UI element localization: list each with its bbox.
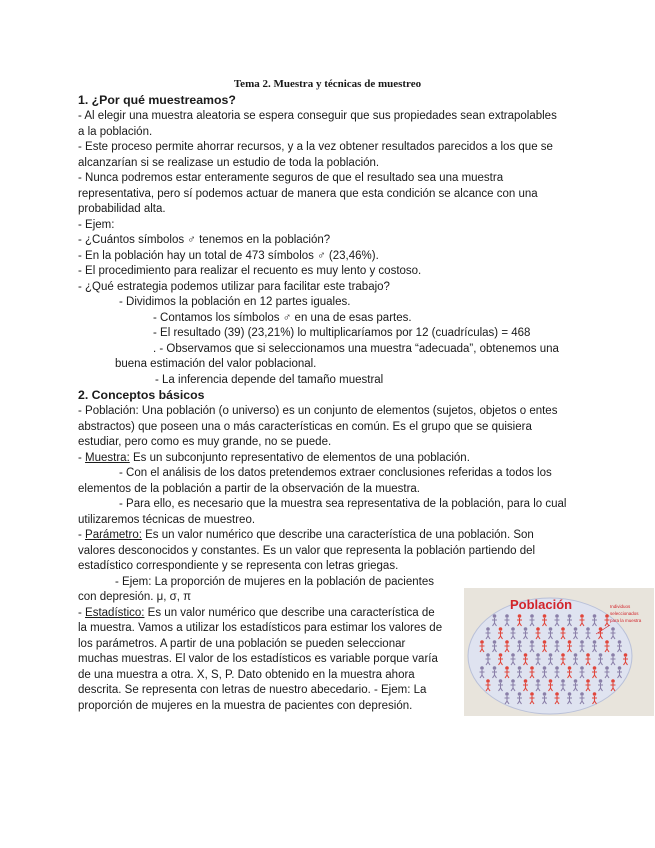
section-2-heading: 2. Conceptos básicos [78, 388, 205, 402]
text-line: buena estimación del valor poblacional. [115, 358, 317, 370]
annotation-line: para la muestra [610, 618, 642, 623]
text-line: alcanzarían si se realizase un estudio de toda la población. [78, 157, 380, 169]
population-figure [464, 588, 654, 716]
text-line: valores desconocidos y constantes. Es un valor que representa la población partiendo del [78, 545, 536, 557]
annotation-line: Individuos [610, 604, 631, 609]
document-title: Tema 2. Muestra y técnicas de muestreo [233, 78, 422, 90]
text-line: - Este proceso permite ahorrar recursos, y a la vez obtener resultados parecidos a los que se [78, 141, 553, 153]
parametro-term: Parámetro: [85, 529, 142, 541]
text-line: los parámetros. A partir de una población se pueden seleccionar [78, 638, 406, 650]
text-line: proporción de mujeres en la muestra de pacientes con depresión. [78, 700, 413, 712]
definition-text: Es un valor numérico que describe una característica de una población. Son [141, 529, 534, 541]
text-line: estadístico correspondiente y se representa con letras griegas. [78, 560, 399, 572]
text-line: - Al elegir una muestra aleatoria se espera conseguir que sus propiedades sean extrapolables [78, 110, 557, 122]
text-line: representativa, pero sí podemos actuar de manera que esta condición se alcance con una [78, 188, 538, 200]
muestra-term: Muestra: [85, 452, 130, 464]
muestra-definition [78, 451, 470, 465]
text-line: - Para ello, es necesario que la muestra sea representativa de la población, para lo cual [119, 498, 567, 510]
text-line: de una muestra a otra. X, S, P. Dato obtenido en la muestra ahora [78, 669, 415, 681]
text-line: a la población. [78, 126, 153, 138]
text-line: - Población: Una población (o universo) es un conjunto de elementos (sujetos, objetos o entes [78, 405, 558, 417]
parametro-definition [78, 528, 534, 542]
text-line: - Nunca podremos estar enteramente seguros de que el resultado sea una muestra [78, 172, 504, 184]
text-line: - Ejem: La proporción de mujeres en la población de pacientes [115, 576, 434, 588]
text-line: la muestra. Vamos a utilizar los estadísticos para estimar los valores de [78, 622, 443, 634]
text-line: descrita. Se representa con letras de nuestro abecedario. - Ejem: La [78, 684, 427, 696]
estadistico-definition [78, 606, 435, 620]
section-1-heading: 1. ¿Por qué muestreamos? [78, 93, 236, 107]
text-line: - Dividimos la población en 12 partes iguales. [119, 296, 351, 308]
text-line: - ¿Cuántos símbolos ♂ tenemos en la población? [78, 234, 331, 246]
text-line: elementos de la población a partir de la observación de la muestra. [78, 483, 421, 495]
text-line: muchas muestras. El valor de los estadísticos es variable porque varía [78, 653, 438, 665]
text-line: - Con el análisis de los datos pretendemos extraer conclusiones referidas a todos los [119, 467, 552, 479]
text-line: - El procedimiento para realizar el recuento es muy lento y costoso. [78, 265, 422, 277]
text-line: - Ejem: [78, 219, 115, 231]
figure-label: Población [510, 597, 573, 612]
text-line: - En la población hay un total de 473 símbolos ♂ (23,46%). [78, 250, 379, 262]
text-line: estudiar, pero como es muy grande, no se puede. [78, 436, 332, 448]
population-illustration [464, 588, 654, 716]
prefix: - [78, 529, 86, 541]
text-line: utilizaremos técnicas de muestreo. [78, 514, 256, 526]
estadistico-term: Estadístico: [85, 607, 145, 619]
text-line: - El resultado (39) (23,21%) lo multiplicaríamos por 12 (cuadrículas) = 468 [153, 327, 531, 339]
text-line: - Contamos los símbolos ♂ en una de esas partes. [153, 312, 412, 324]
annotation-line: seleccionados [610, 611, 639, 616]
text-line: abstractos) que poseen una o más características en común. Es el grupo que se quisiera [78, 421, 532, 433]
text-line: con depresión. μ, σ, π [78, 591, 192, 603]
prefix: - [78, 607, 86, 619]
text-line: - La inferencia depende del tamaño muestral [155, 374, 384, 386]
prefix: - [78, 452, 86, 464]
definition-text: Es un subconjunto representativo de elementos de una población. [129, 452, 470, 464]
text-line: - ¿Qué estrategia podemos utilizar para facilitar este trabajo? [78, 281, 390, 293]
text-line: probabilidad alta. [78, 203, 166, 215]
definition-text: Es un valor numérico que describe una característica de [144, 607, 435, 619]
text-line: . - Observamos que si seleccionamos una muestra “adecuada”, obtenemos una [153, 343, 559, 355]
